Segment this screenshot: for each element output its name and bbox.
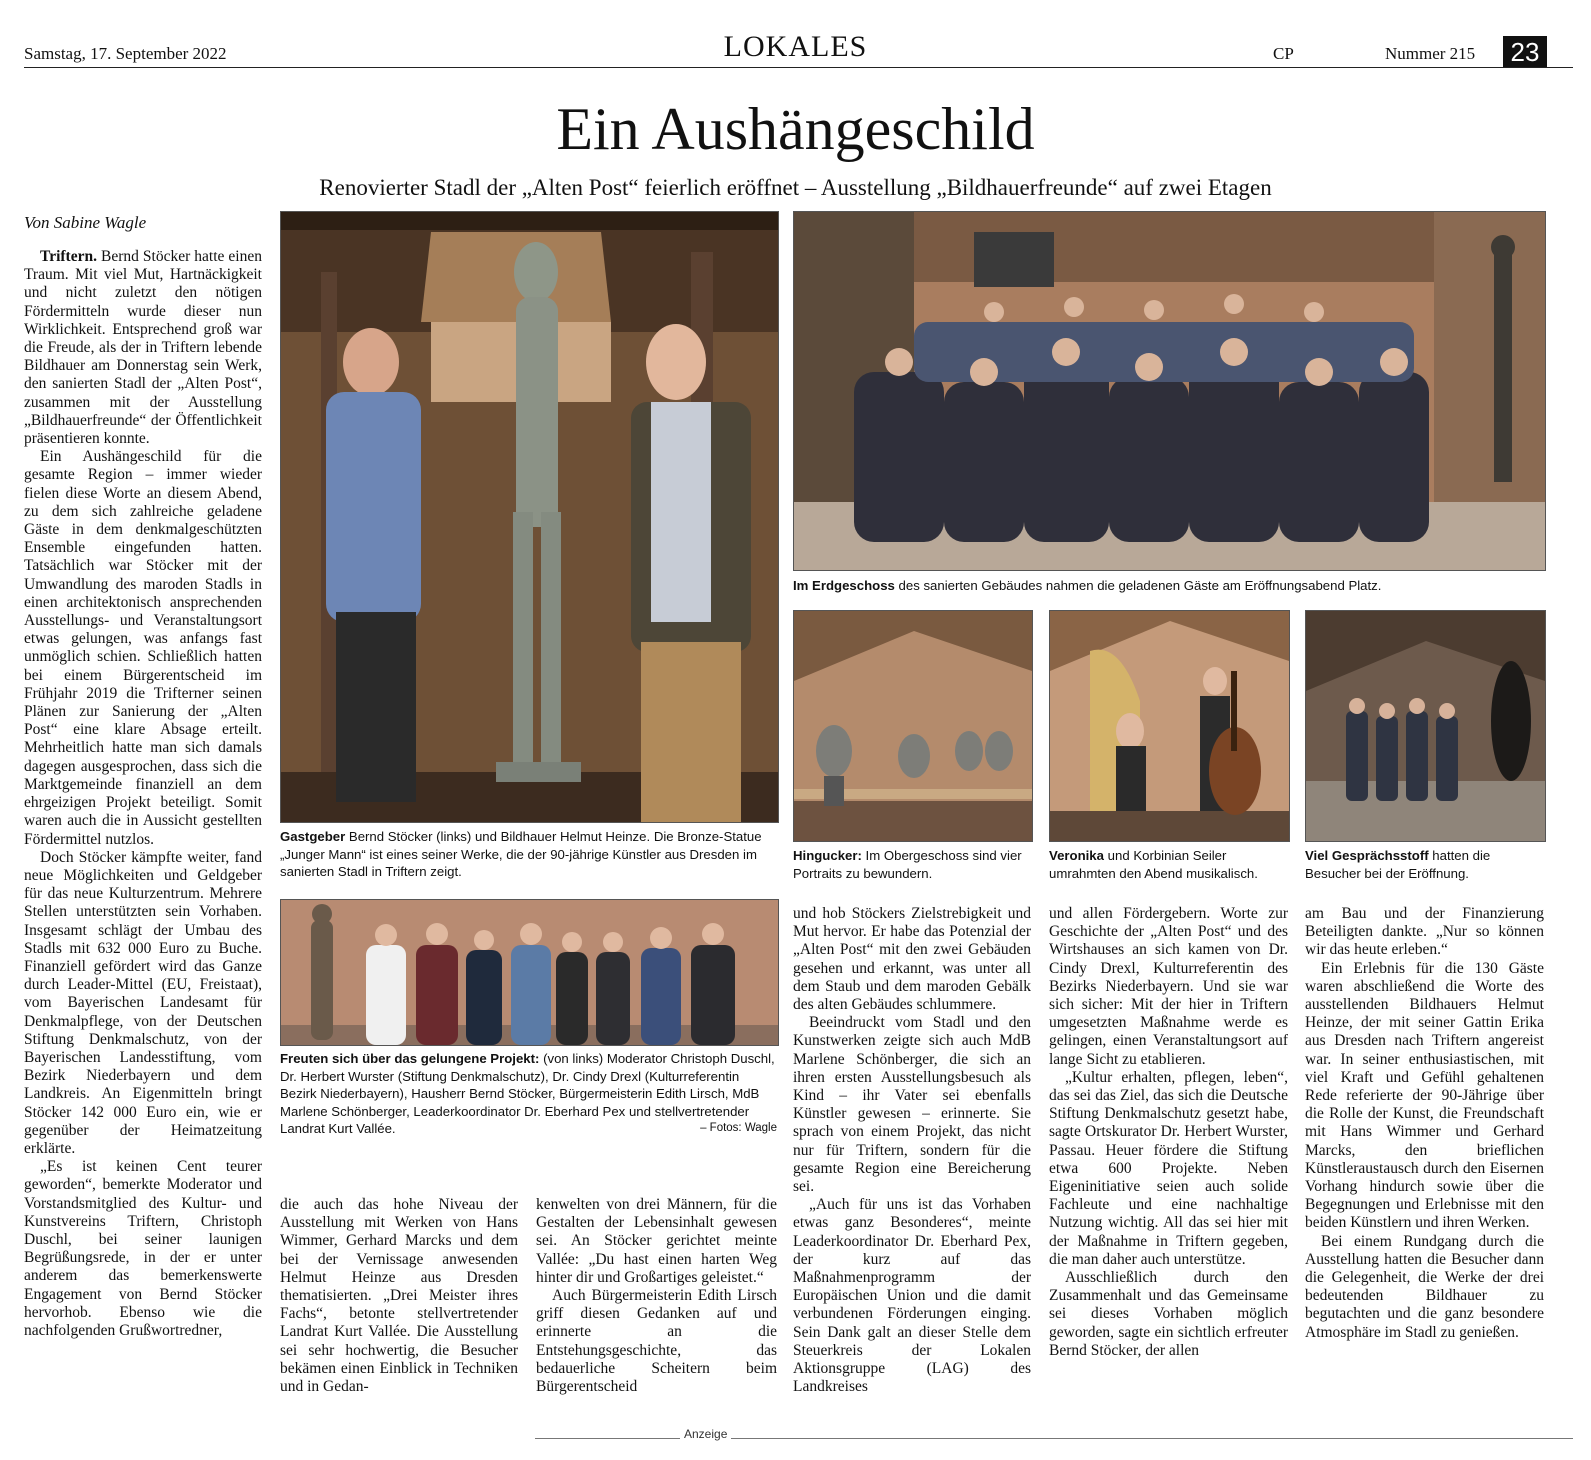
article-subheadline: Renovierter Stadl der „Alten Post“ feierlich eröffnet – Ausstellung „Bildhauerfreunde“ auf zwei Etagen	[319, 175, 1272, 200]
dateline: Triftern.	[40, 248, 97, 265]
photo-conversations	[1305, 610, 1546, 842]
musicians-photo-image	[1050, 611, 1289, 841]
article-column-4: und hob Stöckers Zielstrebigkeit und Mut hervor. Er habe das Potenzial der „Alten Post“ mit den zwei Gebäuden gesehen und erkannt, was unter all dem Staub und dem maroden Gebälk des alten Gebäudes schlummere. Beeindruckt vom Stadl und den Kunstwerken zeigte sich auch MdB Marlene Schönberger, die sich an ihren ersten Ausstellungsbesuch als Kind – ihr Vater sei ebenfalls Künstler gewesen – erinnerte. Sie sprach von einem Projekt, das nicht nur für Triftern, sondern für die gesamte Region eine Bereicherung sei. „Auch für uns ist das Vorhaben etwas ganz Besonderes“, meinte Leaderkoordinator Dr. Eberhard Pex, der kurz auf das Maßnahmenprogramm der Europäischen Union und die damit verbundenen Förderungen einging. Sein Dank galt an dieser Stelle dem Steuerkreis der Lokalen Aktionsgruppe (LAG) des Landkreises	[793, 905, 1031, 1396]
caption-statue-hosts: Gastgeber Bernd Stöcker (links) und Bildhauer Helmut Heinze. Die Bronze-Statue „Junger Mann“ ist eines seiner Werke, die der 90-jährige Künstler aus Dresden im sanierten Stadl in Triftern zeigt.	[280, 829, 762, 879]
article-headline: Ein Aushängeschild	[556, 96, 1035, 162]
caption-audience: Im Erdgeschoss des sanierten Gebäudes nahmen die geladenen Gäste am Eröffnungsabend Platz.	[793, 578, 1382, 593]
portraits-photo-image	[794, 611, 1032, 841]
photo-audience	[793, 211, 1546, 571]
photo-credit: – Fotos: Wagle	[700, 1122, 777, 1134]
edition-code: CP	[1273, 44, 1294, 63]
group-photo-image	[281, 900, 778, 1045]
caption-group: Freuten sich über das gelungene Projekt: (von links) Moderator Christoph Duschl, Dr. Herbert Wurster (Stiftung Denkmalschutz), Dr. Cindy Drexl (Kulturreferentin Bezirk Niederbayern), Hausherr Bernd Stöcker, Bürgermeisterin Edith Lirsch, MdB Marlene Schönberger, Leaderkoordinator Dr. Eberhard Pex und stellvertretender Landrat Kurt Vallée. – Fotos: Wagle	[280, 1051, 777, 1136]
page-number: 23	[1503, 36, 1547, 68]
article-column-1: Triftern. Bernd Stöcker hatte einen Traum. Mit viel Mut, Hartnäckigkeit und nicht zuletzt den nötigen Fördermitteln wurde dieser nun Wirklichkeit. Entsprechend groß war die Freude, als der in Triftern lebende Bildhauer am Donnerstag sein Werk, den sanierten Stadl der „Alten Post“, zusammen mit der Ausstellung „Bildhauerfreunde“ der Öffentlichkeit präsentieren konnte. Ein Aushängeschild für die gesamte Region – immer wieder fielen diese Worte an diesem Abend, zu dem sich zahlreiche geladene Gäste in dem denkmalgeschützten Ensemble eingefunden hatten. Tatsächlich war Stöcker mit der Umwandlung des maroden Stadls in einen architektonisch ansprechenden Ausstellungs- und Veranstaltungsort etwas gelungen, was anfangs fast unmöglich schien. Schließlich hatten bei einem Bürgerentscheid im Frühjahr 2019 die Trifterner seinen Plänen zur Sanierung der „Alten Post“ eine klare Absage erteilt. Mehrheitlich hatte man sich damals dagegen ausgesprochen, dass sich die Marktgemeinde finanziell an dem ehrgeizigen Projekt beteiligt. Somit waren auch die in Aussicht gestellten Fördermittel nutzlos. Doch Stöcker kämpfte weiter, fand neue Möglichkeiten und Geldgeber für das neue Kulturzentrum. Mehrere Stellen unterstützten sein Vorhaben. Insgesamt schlägt der Umbau des Stadls mit 632 000 Euro zu Buche. Finanziell gefördert wird das Ganze durch Leader-Mittel (EU, Freistaat), vom Bayerischen Landesamt für Denkmalpflege, von der Deutschen Stiftung Denkmalschutz, von der Bayerischen Landesstiftung, vom Bezirk Niederbayern und dem Landkreis. An Eigenmitteln bringt Stöcker 142 000 Euro ein, wie er gegenüber der Heimatzeitung erklärte. „Es ist keinen Cent teurer geworden“, bemerkte Moderator und Vorstandsmitglied des Kultur- und Kunstvereins Triftern, Christoph Duschl, bei seiner launigen Begrüßungsrede, in der er unter anderem das bemerkenswerte Engagement von Bernd Stöcker hervorhob. Ebenso wie die nachfolgenden Grußwortredner,	[24, 248, 262, 1339]
byline: Von Sabine Wagle	[24, 213, 147, 232]
photo-group	[280, 899, 779, 1046]
audience-photo-image	[794, 212, 1545, 570]
section-title: LOKALES	[723, 30, 868, 63]
article-column-3: kenwelten von drei Männern, für die Gestalten der Lebensinhalt gewesen sei. An Stöcker gerichtet meinte Vallée: „Du hast einen harten Weg hinter dir und Großartiges geleistet.“ Auch Bürgermeisterin Edith Lirsch griff diesen Gedanken auf und erinnerte an die Entstehungsgeschichte, das bedauerliche Scheitern beim Bürgerentscheid	[536, 1196, 777, 1396]
photo-statue-hosts	[280, 211, 779, 823]
caption-conversations: Viel Gesprächsstoff hatten die Besucher bei der Eröffnung.	[1305, 848, 1491, 881]
issue-date: Samstag, 17. September 2022	[24, 44, 227, 63]
photo-musicians	[1049, 610, 1290, 842]
article-column-6: am Bau und der Finanzierung Beteiligten dankte. „Nur so können wir das heute erleben.“ Ein Erlebnis für die 130 Gäste waren abschließend die Worte des ausstellenden Bildhauers Helmut Heinze, der mit seiner Gattin Erika aus Dresden nach Triftern angereist war. In seiner enthusiastischen, mit viel Kraft und Gefühl gehaltenen Rede referierte der 90-Jährige über die Rolle der Kunst, die Freundschaft mit Hans Wimmer und Gerhard Marcks, den brieflichen Künstleraustausch durch den Eisernen Vorhang hindurch sowie über die Begegnungen und Erlebnisse mit den beiden Künstlern und ihren Werken. Bei einem Rundgang durch die Ausstellung hatten die Besucher dann die Gelegenheit, die Werke der drei bedeutenden Bildhauer zu begutachten und die ganz besondere Atmosphäre im Stadl zu genießen.	[1305, 905, 1544, 1341]
conversations-photo-image	[1306, 611, 1545, 841]
ad-label: Anzeige	[680, 1427, 731, 1441]
caption-musicians: Veronika und Korbinian Seiler umrahmten den Abend musikalisch.	[1049, 848, 1258, 881]
article-column-5: und allen Fördergebern. Worte zur Geschichte der „Alten Post“ und des Wirtshauses an sich kamen von Dr. Cindy Drexl, Kulturreferentin des Bezirks Niederbayern. Und sie war sich sicher: Mit der hier in Triftern umgesetzten Maßnahme werde es gelingen, einen Veranstaltungsort auf lange Sicht zu etablieren. „Kultur erhalten, pflegen, leben“, das sei das Ziel, das sich die Deutsche Stiftung Denkmalschutz gesetzt habe, sagte Ortskurator Dr. Herbert Wurster, Passau. Heuer fördere die Stiftung etwa 600 Projekte. Neben Eigeninitiative seien auch solide Fachleute und eine nachhaltige Nutzung wichtig. All das sei hier mit der Maßnahme in Triftern gegeben, die man daher auch unterstütze. Ausschließlich durch den Zusammenhalt und das Gemeinsame sei dieses Vorhaben möglich geworden, sagte ein sichtlich erfreuter Bernd Stöcker, der allen	[1049, 905, 1288, 1359]
caption-portraits: Hingucker: Im Obergeschoss sind vier Portraits zu bewundern.	[793, 848, 1022, 881]
header-rule	[24, 67, 1573, 68]
statue-photo-image	[281, 212, 778, 822]
photo-portraits	[793, 610, 1033, 842]
issue-number: Nummer 215	[1385, 44, 1476, 63]
article-column-2: die auch das hohe Niveau der Ausstellung mit Werken von Hans Wimmer, Gerhard Marcks und dem bei der Vernissage anwesenden Helmut Heinze aus Dresden thematisierten. „Drei Meister ihres Fachs“, betonte stellvertretender Landrat Kurt Vallée. Die Ausstellung sei sehr hochwertig, die Besucher bekämen einen Einblick in Techniken und in Gedan-	[280, 1196, 518, 1396]
